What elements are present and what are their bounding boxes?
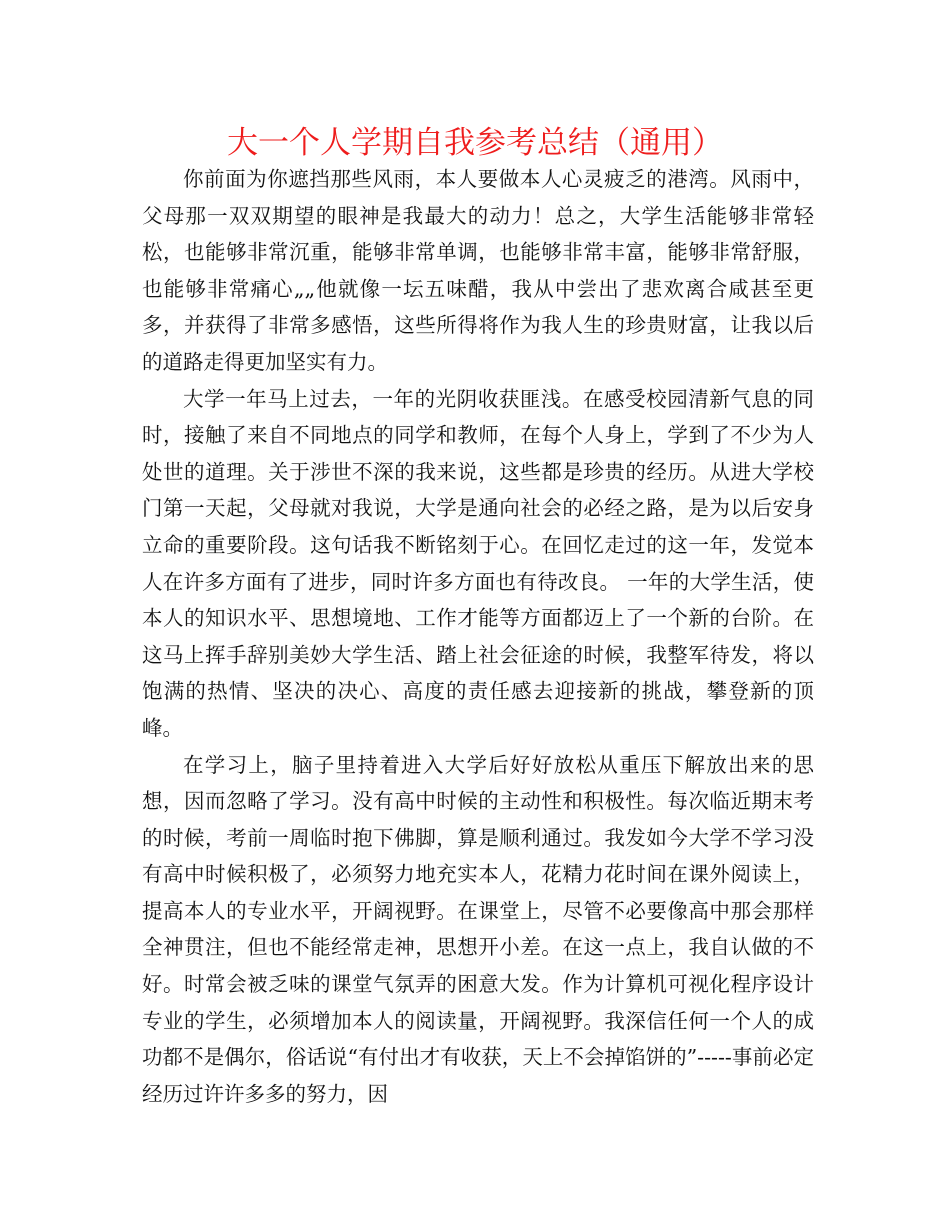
document-body bbox=[142, 161, 814, 1112]
body-paragraph-2: 大学一年马上过去，一年的光阴收获匪浅。在感受校园清新气息的同时，接触了来自不同地点的同学和教师，在每个人身上，学到了不少为人处世的道理。关于涉世不深的我来说，这些都是珍贵的经历。从进大学校门第一天起，父母就对我说，大学是通向社会的必经之路，是为以后安身立命的重要阶段。这句话我不断铭刻于心。在回忆走过的这一年，发觉本人在许多方面有了进步，同时许多方面也有待改良。 一年的大学生活，使本人的知识水平、思想境地、工作才能等方面都迈上了一个新的台阶。在这马上挥手辞别美妙大学生活、踏上社会征途的时候，我整军待发，将以饱满的热情、坚决的决心、高度的责任感去迎接新的挑战，攀登新的顶峰。 bbox=[142, 386, 814, 740]
document-title: 大一个人学期自我参考总结（通用） bbox=[227, 125, 723, 161]
body-paragraph-3: 在学习上，脑子里持着进入大学后好好放松从重压下解放出来的思想，因而忽略了学习。没有高中时候的主动性和积极性。每次临近期末考的时候，考前一周临时抱下佛脚，算是顺利通过。我发如今大学不学习没有高中时候积极了，必须努力地充实本人，花精力花时间在课外阅读上，提高本人的专业水平，开阔视野。在课堂上，尽管不必要像高中那会那样全神贯注，但也不能经常走神，思想开小差。在这一点上，我自认做的不好。时常会被乏味的课堂气氛弄的困意大发。作为计算机可视化程序设计专业的学生，必须增加本人的阅读量，开阔视野。我深信任何一个人的成功都不是偶尔，俗话说“有付出才有收获，天上不会掉馅饼的”-----事前必定经历过许许多多的努力，因 bbox=[142, 752, 814, 1106]
body-paragraph-1: 你前面为你遮挡那些风雨，本人要做本人心灵疲乏的港湾。风雨中，父母那一双双期望的眼神是我最大的动力！总之，大学生活能够非常轻松，也能够非常沉重，能够非常单调，也能够非常丰富，能够非常舒服，也能够非常痛心„„他就像一坛五味醋，我从中尝出了悲欢离合咸甚至更多，并获得了非常多感悟，这些所得将作为我人生的珍贵财富，让我以后的道路走得更加坚实有力。 bbox=[142, 167, 814, 374]
